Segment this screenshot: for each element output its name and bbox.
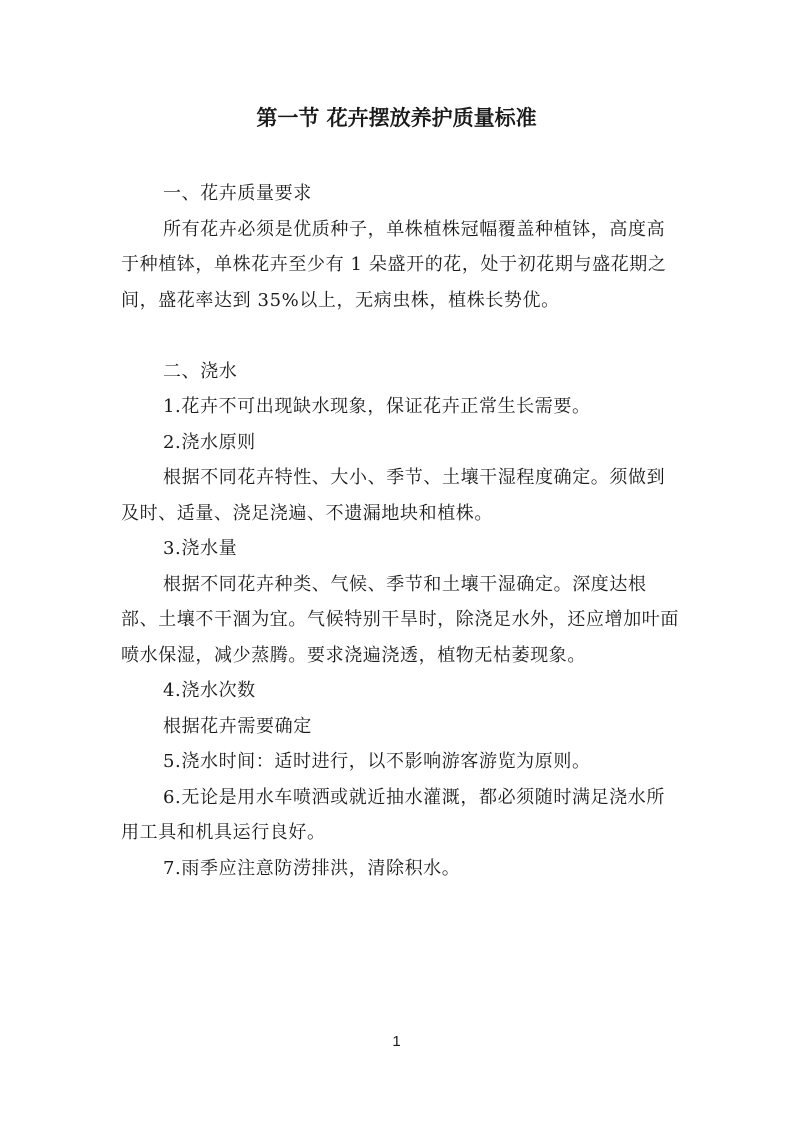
list-item-5: 5.浇水时间：适时进行，以不影响游客游览为原则。 [163, 751, 591, 772]
section-heading-watering: 二、浇水 [163, 360, 238, 382]
list-item-7: 7.雨季应注意防涝排洪，清除积水。 [163, 857, 461, 879]
list-item-6: 6.无论是用水车喷洒或就近抽水灌溉，都必须随时满足浇水所用工具和机具运行良好。 [121, 786, 665, 843]
list-item-4-heading: 4.浇水次数 [163, 680, 256, 701]
list-item-2-text: 根据不同花卉特性、大小、季节、土壤干湿程度确定。须做到及时、适量、浇足浇遍、不遗漏地块和植株。 [121, 467, 666, 524]
paragraph-quality-requirements: 所有花卉必须是优质种子，单株植株冠幅覆盖种植钵，高度高于种植钵，单株花卉至少有 1 朵盛开的花，处于初花期与盛花期之间，盛花率达到 35%以上，无病虫株，植株长势优。 [121, 218, 667, 311]
blank-line [121, 318, 681, 354]
page-number: 1 [392, 1033, 401, 1050]
document-body [121, 176, 681, 886]
list-item-3-text: 根据不同花卉种类、气候、季节和土壤干湿确定。深度达根部、土壤不干涸为宜。气候特别干旱时，除浇足水外，还应增加叶面喷水保湿，减少蒸腾。要求浇遍浇透，植物无枯萎现象。 [121, 573, 679, 666]
list-item-1: 1.花卉不可出现缺水现象，保证花卉正常生长需要。 [163, 396, 591, 417]
list-item-2-heading: 2.浇水原则 [163, 431, 256, 453]
page-title: 第一节 花卉摆放养护质量标准 [256, 106, 537, 130]
list-item-4-text: 根据花卉需要确定 [163, 715, 312, 737]
section-heading-quality: 一、花卉质量要求 [163, 183, 312, 204]
list-item-3-heading: 3.浇水量 [163, 538, 238, 559]
